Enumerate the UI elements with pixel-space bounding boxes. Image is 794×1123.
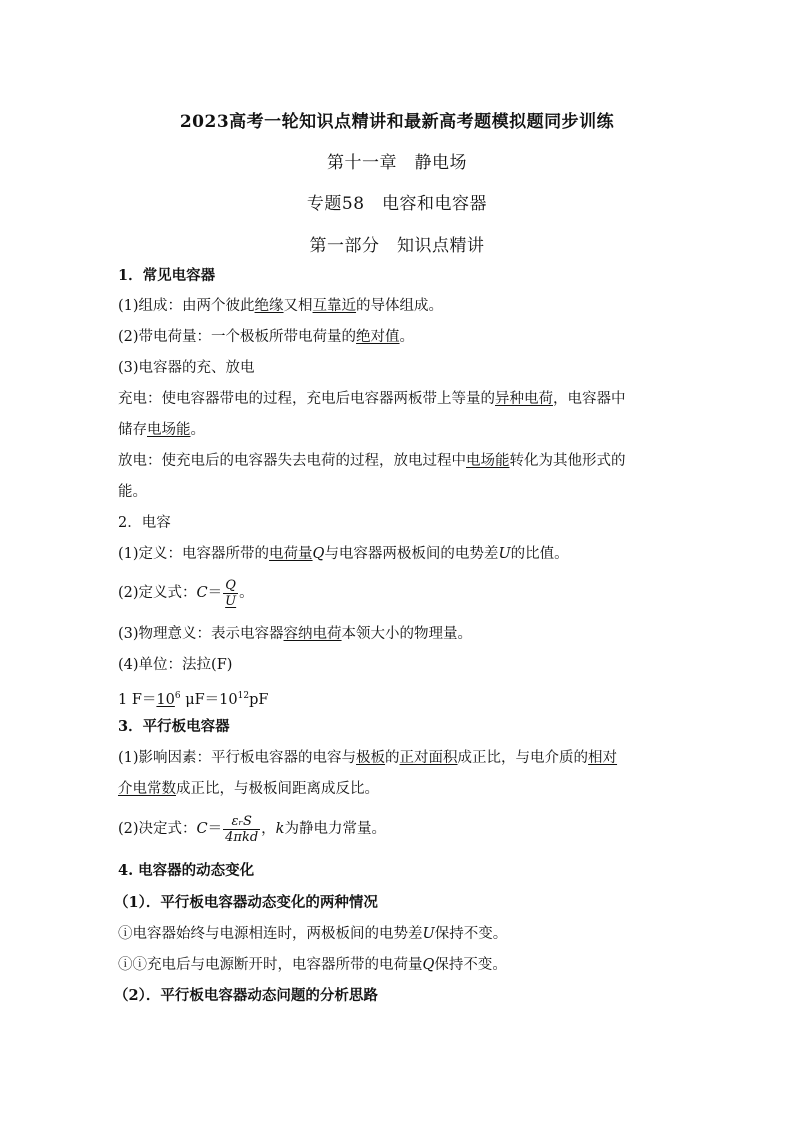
meaning-line bbox=[118, 624, 678, 644]
underlined-term: 介电常数 bbox=[118, 781, 176, 797]
text: μF＝10 bbox=[180, 692, 238, 708]
text: (1)定义：电容器所带的 bbox=[118, 546, 270, 562]
text: (1)影响因素：平行板电容器的电容与 bbox=[118, 750, 357, 766]
factors-line-2 bbox=[118, 779, 678, 799]
text: (3)物理意义：表示电容器 bbox=[118, 626, 284, 642]
topic-title: 专题58 电容和电容器 bbox=[306, 194, 488, 214]
part-title: 第一部分 知识点精讲 bbox=[309, 236, 485, 256]
text: (2)带电荷量：一个极板所带电荷量的 bbox=[118, 329, 357, 345]
charging-line bbox=[118, 389, 678, 409]
definition-formula-line bbox=[118, 576, 678, 610]
text: 。 bbox=[239, 585, 254, 601]
text: 的 bbox=[385, 750, 400, 766]
exponent: 6 bbox=[174, 691, 181, 701]
text: 成正比，与电介质的 bbox=[457, 750, 589, 766]
symbol: U bbox=[498, 546, 511, 562]
denominator: 4πkd bbox=[225, 829, 259, 845]
text: 成正比，与极板间距离成反比。 bbox=[176, 781, 379, 797]
text: ，电容器中 bbox=[553, 391, 626, 407]
underlined-term: 10 bbox=[156, 692, 175, 708]
text: (1)组成：由两个彼此 bbox=[118, 298, 255, 314]
text: 。 bbox=[399, 329, 415, 345]
symbol: Q bbox=[422, 957, 435, 973]
text: 保持不变。 bbox=[434, 926, 508, 942]
underlined-term: 容纳电荷 bbox=[283, 626, 342, 642]
underlined-term: 互靠近 bbox=[312, 298, 357, 314]
underlined-term: 异种电荷 bbox=[495, 391, 553, 407]
text: 保持不变。 bbox=[434, 957, 507, 973]
numerator: εᵣS bbox=[231, 813, 252, 829]
text: 的导体组成。 bbox=[356, 298, 444, 314]
symbol: k bbox=[275, 821, 285, 837]
underlined-term: 绝对值 bbox=[356, 329, 400, 345]
subsection-2: （2）．平行板电容器动态问题的分析思路 bbox=[114, 987, 378, 1004]
symbol: C bbox=[196, 585, 208, 601]
text: 的比值。 bbox=[510, 546, 569, 562]
underlined-term: 相对 bbox=[588, 750, 618, 766]
conversion-line bbox=[118, 686, 678, 710]
case-ii-line bbox=[118, 955, 678, 975]
text: (2)决定式： bbox=[118, 821, 197, 837]
section-4-heading: 4. 电容器的动态变化 bbox=[118, 862, 255, 879]
text: ＝ bbox=[207, 585, 223, 601]
text: ， bbox=[261, 821, 276, 837]
discharging-line-2: 能。 bbox=[118, 484, 147, 500]
text: ⓘⓘ充电后与电源断开时，电容器所带的电荷量 bbox=[118, 957, 423, 973]
text: 1 F＝ bbox=[118, 692, 157, 708]
text: (2)定义式： bbox=[118, 585, 197, 601]
underlined-term: 电荷量 bbox=[269, 546, 313, 562]
unit-line: (4)单位：法拉(F) bbox=[118, 657, 233, 673]
composition-line bbox=[118, 296, 678, 316]
underlined-term: 正对面积 bbox=[399, 750, 458, 766]
denominator: U bbox=[225, 593, 237, 609]
text: ⓘ电容器始终与电源相连时，两极板间的电势差 bbox=[118, 926, 423, 942]
underlined-term: 电场能 bbox=[147, 422, 191, 438]
chapter-title: 第十一章 静电场 bbox=[327, 153, 467, 173]
symbol: C bbox=[196, 821, 208, 837]
numerator: Q bbox=[225, 577, 236, 593]
charge-amount-line bbox=[118, 327, 678, 347]
underlined-term: 电场能 bbox=[466, 453, 510, 469]
text: pF bbox=[249, 692, 269, 708]
text: 放电：使充电后的电容器失去电荷的过程，放电过程中 bbox=[118, 453, 466, 469]
text: 。 bbox=[190, 422, 205, 438]
fraction bbox=[223, 578, 238, 609]
case-i-line bbox=[118, 924, 678, 944]
section-2-heading: 2．电容 bbox=[118, 515, 171, 531]
symbol: Q bbox=[312, 546, 325, 562]
underlined-term: 绝缘 bbox=[254, 298, 284, 314]
main-title: 2023高考一轮知识点精讲和最新高考题模拟题同步训练 bbox=[179, 112, 615, 132]
text: 充电：使电容器带电的过程，充电后电容器两板带上等量的 bbox=[118, 391, 495, 407]
decisive-formula-line bbox=[118, 812, 678, 846]
text: 又相 bbox=[283, 298, 313, 314]
text: 转化为其他形式的 bbox=[509, 453, 626, 469]
section-3-heading: 3．平行板电容器 bbox=[118, 718, 230, 735]
text: 与电容器两极板间的电势差 bbox=[324, 546, 499, 562]
charging-line-2 bbox=[118, 420, 678, 440]
factors-line bbox=[118, 748, 678, 768]
exponent: 12 bbox=[237, 691, 250, 701]
discharging-line bbox=[118, 451, 678, 471]
text: 储存 bbox=[118, 422, 147, 438]
definition-line bbox=[118, 544, 678, 564]
text: ＝ bbox=[207, 821, 223, 837]
subsection-1: （1）．平行板电容器动态变化的两种情况 bbox=[114, 894, 378, 911]
symbol: U bbox=[422, 926, 435, 942]
text: 为静电力常量。 bbox=[284, 821, 386, 837]
underlined-term: 极板 bbox=[356, 750, 386, 766]
section-1-heading: 1．常见电容器 bbox=[118, 267, 216, 284]
text: 本领大小的物理量。 bbox=[341, 626, 473, 642]
charge-discharge-heading: (3)电容器的充、放电 bbox=[118, 360, 255, 376]
fraction bbox=[223, 814, 260, 845]
